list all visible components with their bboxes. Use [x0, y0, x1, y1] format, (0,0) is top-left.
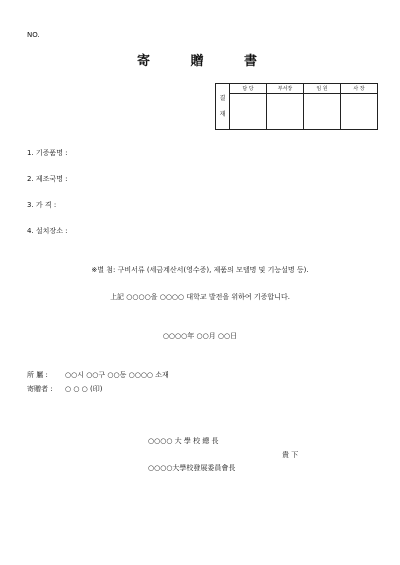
recipient-president: ○○○○ 大 學 校 總 長	[148, 437, 219, 445]
field-location: 4. 설치장소 :	[27, 227, 68, 235]
approval-sign-dept-head[interactable]	[267, 94, 304, 130]
attachment-note: ※별 첨: 구비서류 (세금계산서(영수증), 제품의 모델명 및 기능설명 등).	[91, 266, 309, 274]
donor-label: 寄贈者 :	[27, 385, 53, 393]
address-value: ○○시 ○○구 ○○동 ○○○○ 소재	[65, 371, 169, 379]
approval-label-bottom: 재	[219, 110, 226, 118]
recipient-committee: ○○○○大學校發展委員會長	[148, 464, 236, 472]
approval-sign-manager[interactable]	[230, 94, 267, 130]
approval-sign-executive[interactable]	[304, 94, 341, 130]
approval-sign-president[interactable]	[341, 94, 378, 130]
approval-header-manager: 담 당	[230, 84, 267, 94]
field-country: 2. 제조국명 :	[27, 175, 68, 183]
document-number: NO.	[27, 31, 40, 39]
address-label: 所 屬 :	[27, 371, 48, 379]
approval-table	[215, 83, 378, 130]
approval-header-dept-head: 부서장	[267, 84, 304, 94]
approval-label	[216, 84, 230, 130]
donation-statement: 上記 ○○○○을 ○○○○ 대학교 발전을 위하여 기증합니다.	[110, 293, 290, 301]
donation-date: ○○○○年 ○○月 ○○日	[162, 332, 238, 340]
approval-label-top: 결	[219, 94, 226, 102]
donor-name: ○ ○ ○ (印)	[65, 385, 103, 393]
field-price: 3. 가 격 :	[27, 201, 57, 209]
approval-header-president: 사 장	[341, 84, 378, 94]
field-item-name: 1. 기증품명 :	[27, 149, 68, 157]
document-title: 寄 贈 書	[136, 54, 276, 69]
recipient-honorific: 貴 下	[282, 451, 299, 459]
approval-header-executive: 임 원	[304, 84, 341, 94]
